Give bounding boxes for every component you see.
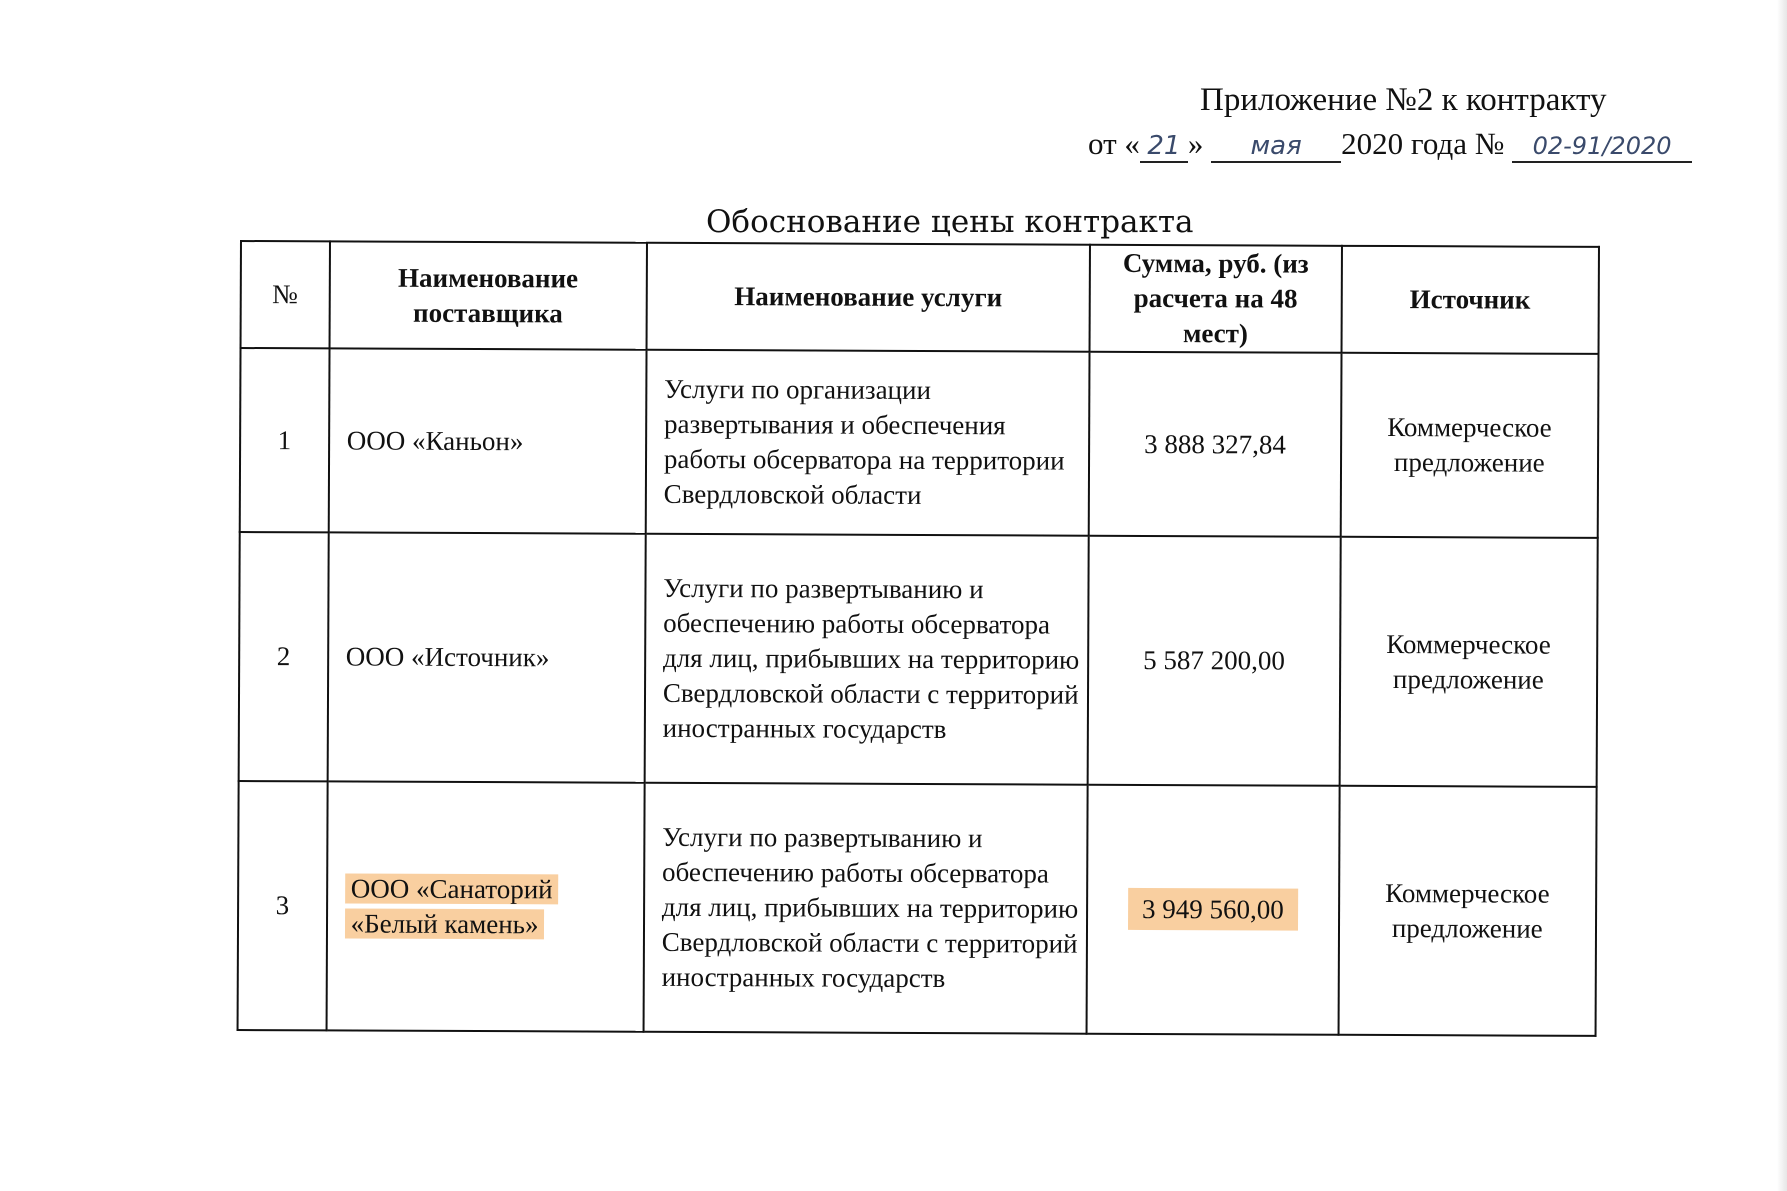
header-source: Источник: [1341, 246, 1599, 354]
document-title: Обоснование цены контракта: [706, 204, 1194, 240]
handwritten-month: мая: [1211, 131, 1341, 163]
row-num: 1: [240, 348, 329, 532]
row-source: Коммерческое предложение: [1338, 786, 1597, 1036]
header-sum: Сумма, руб. (из расчета на 48 мест): [1090, 245, 1342, 353]
price-justification-table: [237, 240, 1600, 1037]
appendix-title: Приложение №2 к контракту: [1200, 82, 1607, 118]
header-supplier: Наименование поставщика: [329, 241, 647, 349]
row-supplier-cell: [326, 781, 644, 1031]
row-service: Услуги по организации развертывания и обеспечения работы обсерватора на территории Свердловской области: [646, 350, 1090, 536]
row-source: Коммерческое предложение: [1339, 537, 1598, 787]
row-num: 3: [238, 781, 328, 1030]
from-prefix: от «: [1088, 126, 1140, 161]
highlighted-supplier: ООО «Санаторий «Белый камень»: [345, 873, 559, 939]
quote-close: »: [1187, 126, 1204, 161]
table-header-row: [241, 241, 1599, 354]
row-sum-cell: [1087, 785, 1339, 1035]
year-text: 2020 года №: [1341, 126, 1505, 161]
contract-date-line: [1088, 126, 1692, 163]
handwritten-day: 21: [1140, 131, 1188, 163]
highlighted-sum: 3 949 560,00: [1128, 888, 1298, 931]
header-service: Наименование услуги: [646, 243, 1090, 352]
row-service: Услуги по развертыванию и обеспечению работы обсерватора для лиц, прибывших на территорию Свердловской области с территорий иностранных государств: [644, 534, 1088, 785]
header-num: №: [241, 241, 330, 348]
page-edge-shadow: [1777, 0, 1787, 1191]
row-sum: 3 888 327,84: [1089, 352, 1341, 537]
handwritten-contract-number: 02-91/2020: [1512, 131, 1692, 163]
row-num: 2: [239, 532, 329, 781]
table-row: [238, 781, 1597, 1036]
table-row: [240, 348, 1599, 538]
row-supplier: ООО «Источник»: [327, 532, 645, 782]
row-source: Коммерческое предложение: [1340, 353, 1598, 538]
table-row: [239, 532, 1598, 787]
row-supplier: ООО «Каньон»: [328, 348, 646, 533]
row-sum: 5 587 200,00: [1088, 536, 1340, 786]
row-service: Услуги по развертыванию и обеспечению работы обсерватора для лиц, прибывших на территорию Свердловской области с территорий иностранных государств: [643, 783, 1087, 1034]
